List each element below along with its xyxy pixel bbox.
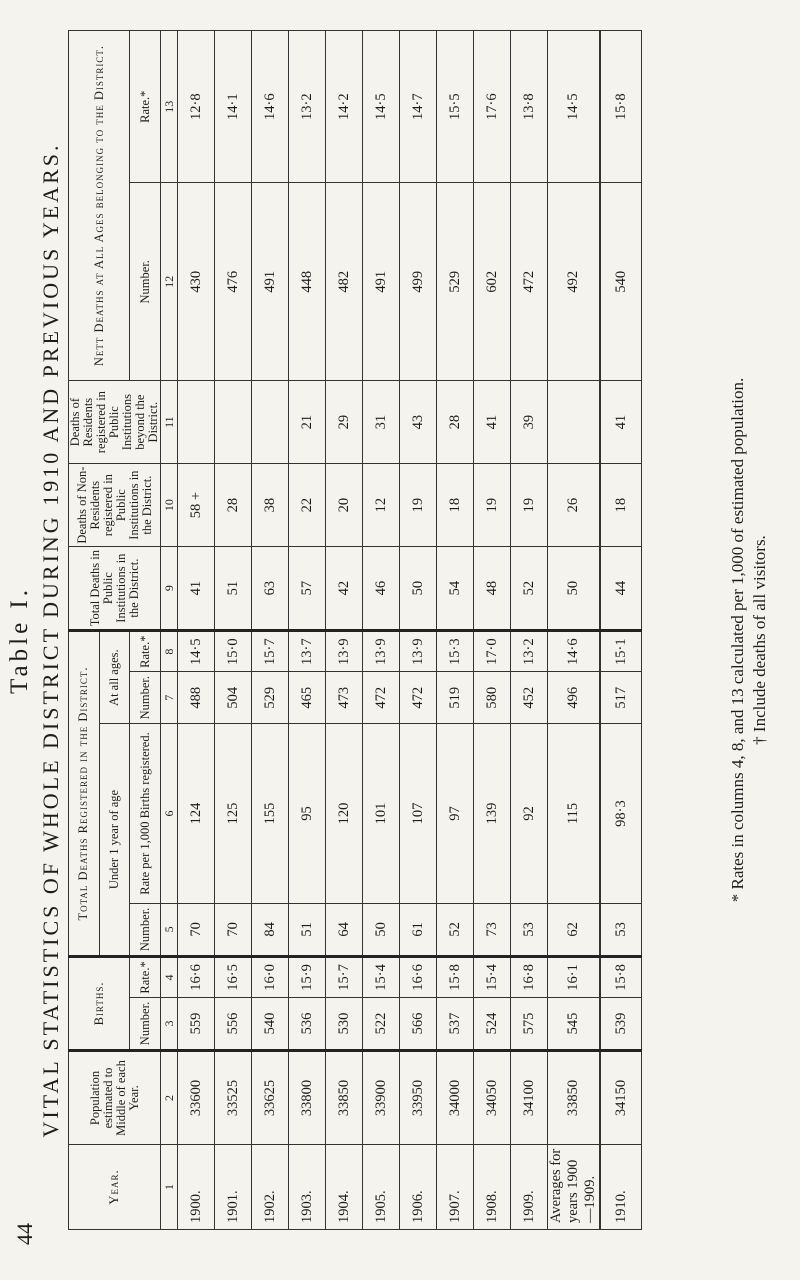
cell-nett-rate: 13·2 xyxy=(289,31,326,183)
cell-births-number: 536 xyxy=(289,997,326,1050)
cell-population: 34100 xyxy=(511,1051,548,1145)
cell-nett-rate: 13·8 xyxy=(511,31,548,183)
header-births: Births. xyxy=(69,956,130,1050)
cell-population: 33800 xyxy=(289,1051,326,1145)
table-row xyxy=(437,31,474,1230)
cell-population: 33625 xyxy=(252,1051,289,1145)
cell-nett-number: 602 xyxy=(474,183,511,381)
cell-births-number: 540 xyxy=(252,997,289,1050)
header-population: Population estimated to Middle of each Year. xyxy=(69,1051,161,1145)
cell-public: 52 xyxy=(511,547,548,631)
cell-nonres: 18 xyxy=(600,464,642,547)
table-row xyxy=(511,31,548,1230)
cell-nett-rate: 17·6 xyxy=(474,31,511,183)
cell-all-number: 517 xyxy=(600,672,642,724)
cell-all-number: 529 xyxy=(252,672,289,724)
cell-nonres: 28 xyxy=(215,464,252,547)
cell-u1-rate: 107 xyxy=(400,724,437,904)
cell-year: 1909. xyxy=(511,1145,548,1230)
cell-nonres: 12 xyxy=(363,464,400,547)
cell-all-rate: 14·5 xyxy=(178,631,215,672)
cell-births-number: 559 xyxy=(178,997,215,1050)
cell-population: 33525 xyxy=(215,1051,252,1145)
column-number: 3 xyxy=(161,997,178,1050)
cell-births-rate: 16·0 xyxy=(252,956,289,997)
page-number: 44 xyxy=(12,1223,37,1245)
header-under-one-rate: Rate per 1,000 Births registered. xyxy=(130,724,161,904)
cell-births-number: 575 xyxy=(511,997,548,1050)
cell-all-number: 472 xyxy=(400,672,437,724)
cell-nett-number: 492 xyxy=(548,183,601,381)
header-births-number: Number. xyxy=(130,997,161,1050)
cell-all-number: 452 xyxy=(511,672,548,724)
table-row xyxy=(363,31,400,1230)
cell-beyond xyxy=(178,381,215,464)
cell-beyond xyxy=(548,381,601,464)
cell-u1-number: 73 xyxy=(474,903,511,956)
footnote-rates: * Rates in columns 4, 8, and 13 calculated per 1,000 of estimated population. xyxy=(728,377,747,903)
cell-u1-rate: 125 xyxy=(215,724,252,904)
cell-nonres: 20 xyxy=(326,464,363,547)
cell-births-rate: 15·7 xyxy=(326,956,363,997)
column-number: 2 xyxy=(161,1051,178,1145)
cell-births-number: 539 xyxy=(600,997,642,1050)
cell-births-rate: 15·8 xyxy=(437,956,474,997)
cell-u1-number: 51 xyxy=(289,903,326,956)
cell-nett-number: 472 xyxy=(511,183,548,381)
cell-beyond: 28 xyxy=(437,381,474,464)
cell-population: 33850 xyxy=(326,1051,363,1145)
header-public-institutions: Total Deaths in Public Institutions in the District. xyxy=(69,547,161,631)
cell-beyond xyxy=(215,381,252,464)
table-row xyxy=(400,31,437,1230)
column-number: 4 xyxy=(161,956,178,997)
cell-u1-rate: 97 xyxy=(437,724,474,904)
header-residents-beyond: Deaths of Residents registered in Public Institutions beyond the District. xyxy=(69,381,161,464)
cell-population: 34150 xyxy=(600,1051,642,1145)
cell-births-rate: 16·6 xyxy=(400,956,437,997)
cell-u1-rate: 92 xyxy=(511,724,548,904)
statistics-table-wrapper xyxy=(68,30,642,1230)
cell-year: 1902. xyxy=(252,1145,289,1230)
cell-beyond: 31 xyxy=(363,381,400,464)
footnote-visitors: † Include deaths of all visitors. xyxy=(750,535,769,745)
cell-nett-number: 491 xyxy=(252,183,289,381)
cell-births-rate: 16·1 xyxy=(548,956,601,997)
cell-all-number: 580 xyxy=(474,672,511,724)
table-row xyxy=(252,31,289,1230)
column-number: 5 xyxy=(161,903,178,956)
cell-births-number: 566 xyxy=(400,997,437,1050)
column-number: 12 xyxy=(161,183,178,381)
table-row xyxy=(326,31,363,1230)
cell-public: 57 xyxy=(289,547,326,631)
cell-population: 33900 xyxy=(363,1051,400,1145)
column-number: 6 xyxy=(161,724,178,904)
cell-public: 50 xyxy=(548,547,601,631)
footnotes xyxy=(727,0,771,1280)
cell-nett-rate: 14·5 xyxy=(548,31,601,183)
cell-nett-number: 448 xyxy=(289,183,326,381)
cell-all-rate: 15·3 xyxy=(437,631,474,672)
cell-public: 46 xyxy=(363,547,400,631)
cell-nett-rate: 14·1 xyxy=(215,31,252,183)
table-row xyxy=(548,31,601,1230)
cell-u1-number: 70 xyxy=(178,903,215,956)
cell-year: 1905. xyxy=(363,1145,400,1230)
cell-public: 48 xyxy=(474,547,511,631)
cell-u1-rate: 155 xyxy=(252,724,289,904)
cell-u1-number: 61 xyxy=(400,903,437,956)
cell-year: 1907. xyxy=(437,1145,474,1230)
cell-year: 1904. xyxy=(326,1145,363,1230)
header-births-rate: Rate.* xyxy=(130,956,161,997)
cell-public: 41 xyxy=(178,547,215,631)
cell-nonres: 19 xyxy=(400,464,437,547)
cell-year: 1908. xyxy=(474,1145,511,1230)
cell-all-rate: 13·7 xyxy=(289,631,326,672)
header-all-ages: At all ages. xyxy=(99,631,130,724)
header-nett-rate: Rate.* xyxy=(130,31,161,183)
table-row xyxy=(178,31,215,1230)
column-number: 9 xyxy=(161,547,178,631)
cell-u1-rate: 95 xyxy=(289,724,326,904)
cell-beyond: 41 xyxy=(474,381,511,464)
cell-all-number: 519 xyxy=(437,672,474,724)
cell-all-rate: 14·6 xyxy=(548,631,601,672)
cell-nett-number: 482 xyxy=(326,183,363,381)
column-number: 8 xyxy=(161,631,178,672)
table-row xyxy=(600,31,642,1230)
column-number-row xyxy=(161,31,178,1230)
cell-births-number: 524 xyxy=(474,997,511,1050)
header-non-residents: Deaths of Non-Residents registered in Public Institutions in the District. xyxy=(69,464,161,547)
cell-nett-number: 476 xyxy=(215,183,252,381)
cell-all-number: 496 xyxy=(548,672,601,724)
table-label: Table I. xyxy=(6,586,33,694)
column-number: 1 xyxy=(161,1145,178,1230)
cell-all-rate: 13·2 xyxy=(511,631,548,672)
cell-all-rate: 17·0 xyxy=(474,631,511,672)
cell-nonres: 18 xyxy=(437,464,474,547)
cell-all-number: 504 xyxy=(215,672,252,724)
cell-u1-rate: 115 xyxy=(548,724,601,904)
cell-all-number: 472 xyxy=(363,672,400,724)
table-body xyxy=(178,31,642,1230)
cell-all-rate: 13·9 xyxy=(400,631,437,672)
cell-beyond: 41 xyxy=(600,381,642,464)
header-all-ages-number: Number. xyxy=(130,672,161,724)
cell-all-rate: 15·7 xyxy=(252,631,289,672)
cell-public: 42 xyxy=(326,547,363,631)
cell-all-number: 473 xyxy=(326,672,363,724)
column-number: 7 xyxy=(161,672,178,724)
cell-births-number: 522 xyxy=(363,997,400,1050)
cell-population: 33600 xyxy=(178,1051,215,1145)
cell-nonres: 22 xyxy=(289,464,326,547)
cell-nett-rate: 14·2 xyxy=(326,31,363,183)
cell-nett-number: 540 xyxy=(600,183,642,381)
cell-year: 1903. xyxy=(289,1145,326,1230)
cell-public: 50 xyxy=(400,547,437,631)
cell-births-number: 545 xyxy=(548,997,601,1050)
cell-year: 1901. xyxy=(215,1145,252,1230)
cell-year: Averages for years 1900—1909. xyxy=(548,1145,601,1230)
cell-population: 34050 xyxy=(474,1051,511,1145)
header-nett-number: Number. xyxy=(130,183,161,381)
cell-beyond: 39 xyxy=(511,381,548,464)
cell-nett-number: 491 xyxy=(363,183,400,381)
cell-all-rate: 15·1 xyxy=(600,631,642,672)
cell-nett-rate: 14·7 xyxy=(400,31,437,183)
cell-all-number: 465 xyxy=(289,672,326,724)
column-number: 11 xyxy=(161,381,178,464)
cell-all-rate: 15·0 xyxy=(215,631,252,672)
cell-births-rate: 16·5 xyxy=(215,956,252,997)
cell-births-rate: 16·6 xyxy=(178,956,215,997)
cell-nonres: 58 + xyxy=(178,464,215,547)
cell-u1-rate: 101 xyxy=(363,724,400,904)
cell-nonres: 19 xyxy=(511,464,548,547)
cell-public: 44 xyxy=(600,547,642,631)
cell-births-number: 556 xyxy=(215,997,252,1050)
cell-births-rate: 15·9 xyxy=(289,956,326,997)
cell-beyond: 43 xyxy=(400,381,437,464)
cell-nonres: 19 xyxy=(474,464,511,547)
cell-nett-number: 430 xyxy=(178,183,215,381)
cell-nett-rate: 15·8 xyxy=(600,31,642,183)
header-year: Year. xyxy=(69,1145,161,1230)
table-row xyxy=(289,31,326,1230)
cell-public: 51 xyxy=(215,547,252,631)
cell-population: 33850 xyxy=(548,1051,601,1145)
cell-births-rate: 15·4 xyxy=(363,956,400,997)
header-all-ages-rate: Rate.* xyxy=(130,631,161,672)
cell-beyond xyxy=(252,381,289,464)
cell-public: 63 xyxy=(252,547,289,631)
cell-nett-rate: 12·8 xyxy=(178,31,215,183)
cell-u1-number: 64 xyxy=(326,903,363,956)
cell-nett-number: 529 xyxy=(437,183,474,381)
cell-year: 1910. xyxy=(600,1145,642,1230)
cell-u1-number: 52 xyxy=(437,903,474,956)
cell-births-rate: 15·8 xyxy=(600,956,642,997)
cell-births-number: 537 xyxy=(437,997,474,1050)
cell-births-number: 530 xyxy=(326,997,363,1050)
cell-u1-number: 84 xyxy=(252,903,289,956)
cell-nett-rate: 14·5 xyxy=(363,31,400,183)
cell-u1-rate: 124 xyxy=(178,724,215,904)
cell-u1-rate: 98·3 xyxy=(600,724,642,904)
header-under-one: Under 1 year of age xyxy=(99,724,130,957)
cell-all-rate: 13·9 xyxy=(363,631,400,672)
header-nett-deaths: Nett Deaths at All Ages belonging to the District. xyxy=(69,31,130,381)
cell-all-number: 488 xyxy=(178,672,215,724)
cell-nonres: 26 xyxy=(548,464,601,547)
cell-births-rate: 16·8 xyxy=(511,956,548,997)
cell-nett-rate: 14·6 xyxy=(252,31,289,183)
cell-nett-number: 499 xyxy=(400,183,437,381)
column-number: 13 xyxy=(161,31,178,183)
cell-all-rate: 13·9 xyxy=(326,631,363,672)
cell-u1-number: 50 xyxy=(363,903,400,956)
table-row xyxy=(474,31,511,1230)
cell-year: 1900. xyxy=(178,1145,215,1230)
cell-u1-number: 53 xyxy=(511,903,548,956)
cell-u1-number: 53 xyxy=(600,903,642,956)
cell-births-rate: 15·4 xyxy=(474,956,511,997)
cell-nett-rate: 15·5 xyxy=(437,31,474,183)
cell-u1-number: 62 xyxy=(548,903,601,956)
cell-u1-rate: 139 xyxy=(474,724,511,904)
vital-statistics-table xyxy=(68,30,642,1230)
header-total-deaths: Total Deaths Registered in the District. xyxy=(69,631,100,957)
header-under-one-number: Number. xyxy=(130,903,161,956)
cell-population: 33950 xyxy=(400,1051,437,1145)
column-number: 10 xyxy=(161,464,178,547)
cell-population: 34000 xyxy=(437,1051,474,1145)
cell-beyond: 21 xyxy=(289,381,326,464)
cell-year: 1906. xyxy=(400,1145,437,1230)
cell-beyond: 29 xyxy=(326,381,363,464)
cell-nonres: 38 xyxy=(252,464,289,547)
table-row xyxy=(215,31,252,1230)
table-heading: VITAL STATISTICS OF WHOLE DISTRICT DURING 1910 AND PREVIOUS YEARS. xyxy=(38,142,63,1138)
cell-u1-number: 70 xyxy=(215,903,252,956)
cell-u1-rate: 120 xyxy=(326,724,363,904)
table-title xyxy=(6,0,64,1280)
cell-public: 54 xyxy=(437,547,474,631)
